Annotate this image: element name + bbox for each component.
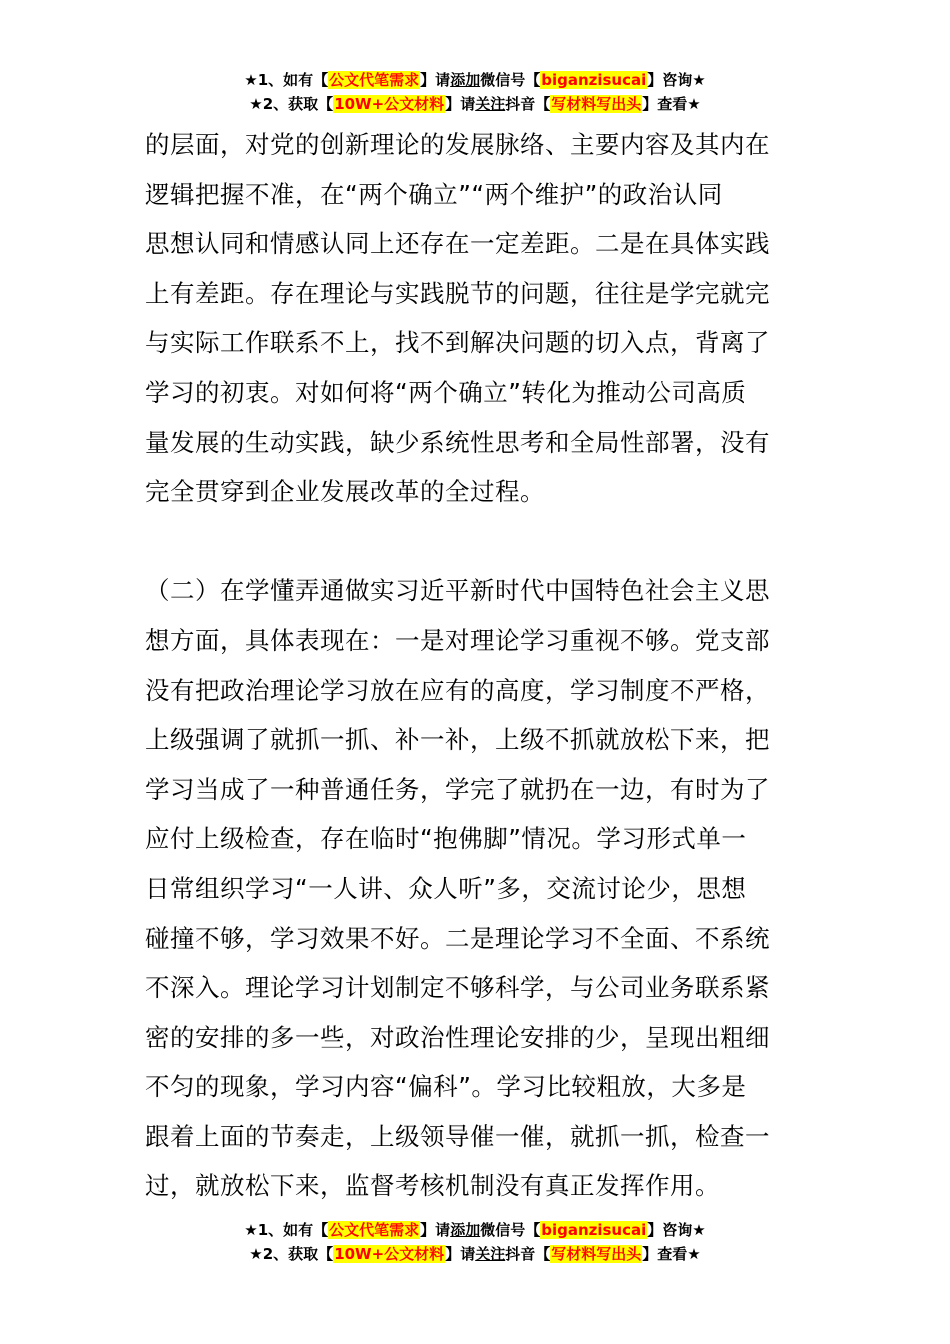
banner-text: ★2、获取【: [249, 95, 334, 113]
banner-underlined-text: 关注: [475, 95, 506, 113]
paragraph-spacer: [145, 517, 810, 567]
text-line: 完全贯穿到企业发展改革的全过程。: [145, 477, 545, 507]
text-line: 上有差距。存在理论与实践脱节的问题，往往是学完就完: [145, 278, 770, 308]
text-line: 跟着上面的节奏走，上级领导催一催，就抓一抓，检查一: [145, 1121, 770, 1151]
text-line: 学习当成了一种普通任务，学完了就扔在一边，有时为了: [145, 774, 770, 804]
text-line: 学习的初衷。对如何将“两个确立”转化为推动公司高质: [145, 377, 747, 407]
text-line: 应付上级检查，存在临时“抱佛脚”情况。学习形式单一: [145, 824, 747, 854]
banner-text: 】请: [420, 1221, 451, 1239]
banner-line-1: [0, 68, 950, 92]
banner-highlight: 写材料写出头: [551, 1245, 642, 1263]
text-line: 碰撞不够，学习效果不好。二是理论学习不全面、不系统: [145, 923, 770, 953]
banner-highlight: 写材料写出头: [551, 95, 642, 113]
banner-line-1: [0, 1218, 950, 1242]
banner-highlight: 公文代笔需求: [329, 1221, 420, 1239]
banner-line-2: [0, 92, 950, 116]
banner-line-2: [0, 1242, 950, 1266]
banner-text: 】请: [420, 71, 451, 89]
banner-text: 】咨询★: [647, 71, 706, 89]
banner-text: 抖音【: [505, 1245, 551, 1263]
banner-highlight: 10W+公文材料: [334, 1245, 445, 1263]
banner-underlined-text: 关注: [475, 1245, 506, 1263]
banner-text: 】查看★: [642, 1245, 701, 1263]
document-body: [145, 120, 810, 1211]
banner-text: 抖音【: [505, 95, 551, 113]
text-line: 的层面，对党的创新理论的发展脉络、主要内容及其内在: [145, 130, 770, 159]
banner-highlight: biganzisucai: [541, 71, 647, 89]
text-line: 量发展的生动实践，缺少系统性思考和全局性部署，没有: [145, 427, 770, 457]
banner-text: 】请: [445, 95, 476, 113]
banner-text: 】查看★: [642, 95, 701, 113]
header-banner: [0, 68, 950, 116]
text-line: 与实际工作联系不上，找不到解决问题的切入点，背离了: [145, 328, 770, 358]
banner-text: 】咨询★: [647, 1221, 706, 1239]
text-line: 过，就放松下来，监督考核机制没有真正发挥作用。: [145, 1171, 720, 1201]
text-line: 密的安排的多一些，对政治性理论安排的少，呈现出粗细: [145, 1022, 770, 1052]
banner-highlight: 10W+公文材料: [334, 95, 445, 113]
banner-underlined-text: 添加: [450, 1221, 481, 1239]
text-line: 逻辑把握不准，在“两个确立”“两个维护”的政治认同: [145, 179, 723, 209]
banner-text: 】请: [445, 1245, 476, 1263]
banner-text: ★2、获取【: [249, 1245, 334, 1263]
banner-text: ★1、如有【: [244, 1221, 329, 1239]
banner-highlight: biganzisucai: [541, 1221, 647, 1239]
banner-text: 微信号【: [480, 1221, 541, 1239]
banner-underlined-text: 添加: [450, 71, 481, 89]
text-line: 思想认同和情感认同上还存在一定差距。二是在具体实践: [145, 229, 770, 259]
text-line: 想方面，具体表现在：一是对理论学习重视不够。党支部: [145, 625, 770, 655]
text-line: 上级强调了就抓一抓、补一补，上级不抓就放松下来，把: [145, 725, 770, 755]
text-line: 日常组织学习“一人讲、众人听”多，交流讨论少，思想: [145, 873, 747, 903]
text-line: 不深入。理论学习计划制定不够科学，与公司业务联系紧: [145, 973, 770, 1003]
text-line: 不匀的现象，学习内容“偏科”。学习比较粗放，大多是: [145, 1072, 747, 1102]
paragraph-2: [145, 566, 810, 1211]
text-line: 没有把政治理论学习放在应有的高度，学习制度不严格，: [145, 675, 770, 705]
paragraph-1: [145, 120, 810, 517]
section-heading-line: （二）在学懂弄通做实习近平新时代中国特色社会主义思: [145, 576, 770, 606]
banner-text: 微信号【: [480, 71, 541, 89]
banner-text: ★1、如有【: [244, 71, 329, 89]
banner-highlight: 公文代笔需求: [329, 71, 420, 89]
footer-banner: [0, 1218, 950, 1266]
